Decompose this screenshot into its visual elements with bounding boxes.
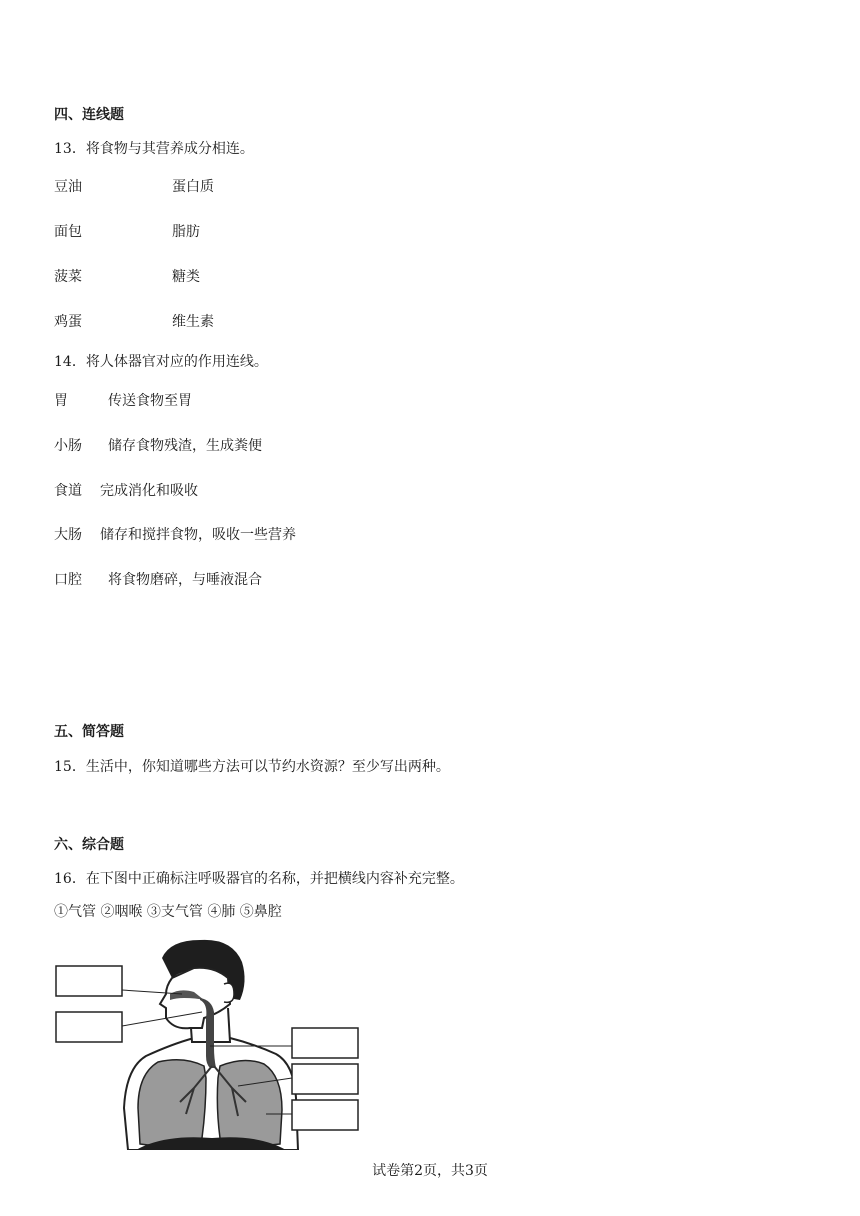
label-box [292,1028,358,1058]
organ-item: 胃 [54,393,68,409]
page-footer: 试卷第2页，共3页 [372,1163,488,1179]
food-item: 菠菜 [54,269,82,285]
function-item: 传送食物至胃 [108,393,192,409]
respiratory-system-diagram [54,938,364,1150]
food-item: 豆油 [54,179,82,195]
question-15: 15．生活中，你知道哪些方法可以节约水资源？至少写出两种。 [54,759,450,775]
organ-options: ①气管 ②咽喉 ③支气管 ④肺 ⑤鼻腔 [54,904,282,920]
label-box [292,1100,358,1130]
function-item: 完成消化和吸收 [100,483,198,499]
nutrient-item: 蛋白质 [172,179,214,195]
question-13: 13．将食物与其营养成分相连。 [54,141,254,157]
right-lung [217,1060,282,1145]
organ-item: 食道 [54,483,82,499]
question-16: 16．在下图中正确标注呼吸器官的名称，并把横线内容补充完整。 [54,871,464,887]
nutrient-item: 糖类 [172,269,200,285]
label-box [292,1064,358,1094]
organ-item: 小肠 [54,438,82,454]
food-item: 鸡蛋 [54,314,82,330]
section-title-comprehensive: 六、综合题 [54,837,124,853]
function-item: 将食物磨碎，与唾液混合 [108,572,262,588]
nutrient-item: 维生素 [172,314,214,330]
food-item: 面包 [54,224,82,240]
nutrient-item: 脂肪 [172,224,200,240]
function-item: 储存和搅拌食物，吸收一些营养 [100,527,296,543]
function-item: 储存食物残渣，生成粪便 [108,438,262,454]
label-box [56,966,122,996]
ear [224,983,234,1002]
organ-item: 大肠 [54,527,82,543]
label-box [56,1012,122,1042]
organ-item: 口腔 [54,572,82,588]
left-lung [138,1060,206,1145]
section-title-short-answer: 五、简答题 [54,724,124,740]
section-title-matching: 四、连线题 [54,107,124,123]
question-14: 14．将人体器官对应的作用连线。 [54,354,268,370]
